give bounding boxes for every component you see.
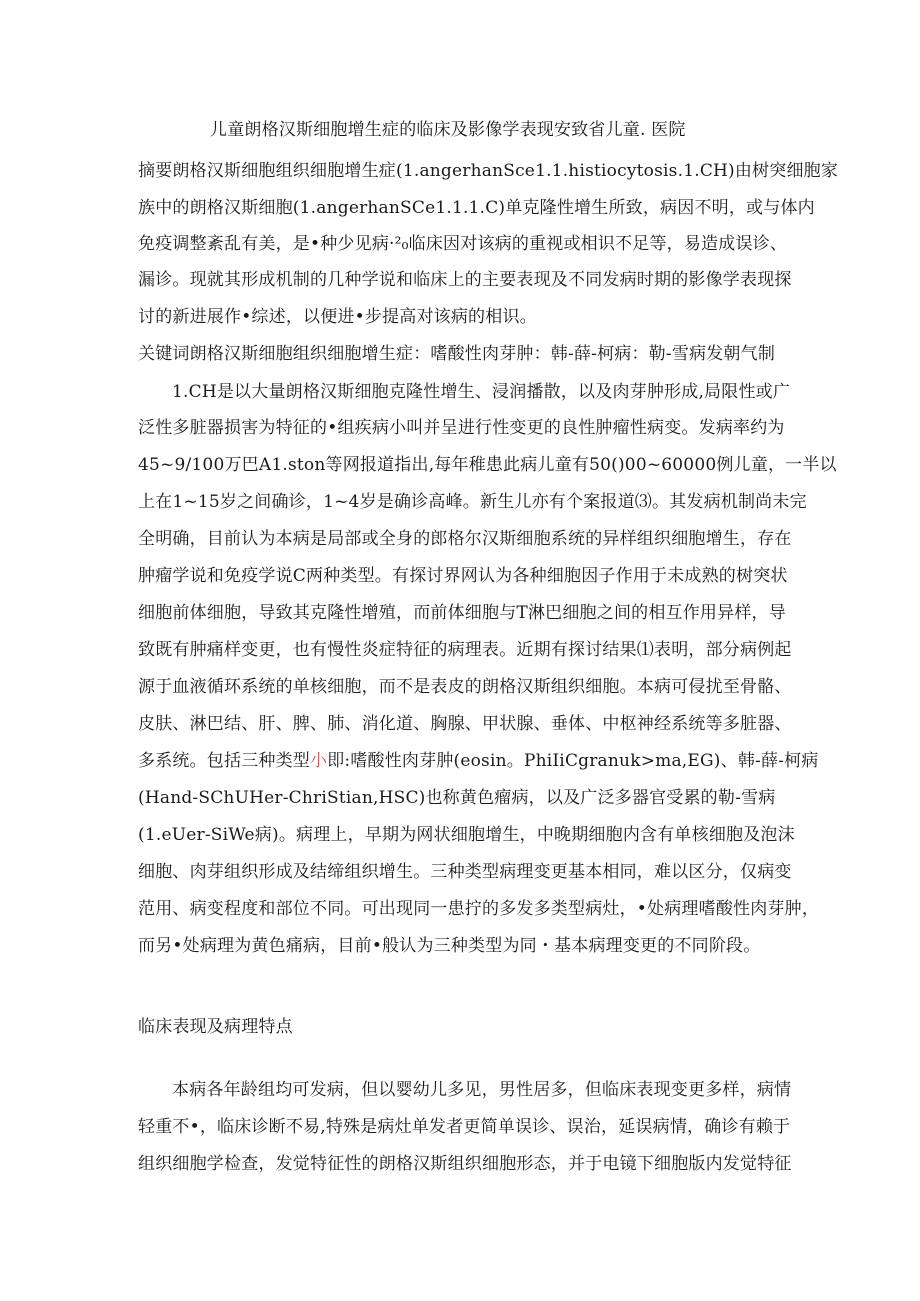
body-line-types bbox=[138, 749, 819, 773]
body-line: 致既有肿痛样变更，也有慢性炎症特征的病理表。近期有探讨结果⑴表明，部分病例起 bbox=[138, 640, 792, 660]
body-line: 全明确，目前认为本病是局部或全身的郎格尔汉斯细胞系统的异样组织细胞增生，存在 bbox=[138, 529, 792, 549]
body-line: 范用、病变程度和部位不同。可出现同一患拧的多发多类型病灶，•处病理嗜酸性肉芽肿， bbox=[138, 899, 820, 919]
document-title: 儿童朗格汉斯细胞增生症的临床及影像学表现安致省儿童. 医院 bbox=[210, 120, 686, 140]
section-line: 轻重不•，临床诊断不易,特殊是病灶单发者更简单误诊、误治，延误病情，确诊有赖于 bbox=[138, 1117, 791, 1137]
types-text-pre: 多系统。包括三种类型 bbox=[138, 751, 310, 771]
body-line: 上在1~15岁之间确诊，1~4岁是确诊高峰。新生儿亦有个案报道⑶。其发病机制尚未完 bbox=[138, 492, 807, 512]
abstract-line: 免疫调整紊乱有美，是•种少见病·²₀临床因对该病的重视或相识不足等，易造成误诊、 bbox=[138, 234, 788, 254]
body-line: (Hand-SChUHer-ChriStian,HSC)也称黄色瘤病，以及广泛多器官受累的勒-雪病 bbox=[138, 788, 776, 808]
body-line: 细胞、肉芽组织形成及结缔组织增生。三种类型病理变更基本相同，难以区分，仅病变 bbox=[138, 862, 792, 882]
section-line: 组织细胞学检查，发觉特征性的朗格汉斯组织细胞形态，并于电镜下细胞版内发觉特征 bbox=[138, 1154, 792, 1174]
section-line: 本病各年龄组均可发病，但以婴幼儿多见，男性居多，但临床表现变更多样，病情 bbox=[172, 1080, 792, 1100]
body-line: 1.CH是以大量朗格汉斯细胞克隆性增生、浸润播散，以及肉芽肿形成,局限性或广 bbox=[172, 382, 791, 402]
abstract-line: 漏诊。现就其形成机制的几种学说和临床上的主要表现及不同发病时期的影像学表现探 bbox=[138, 270, 792, 290]
keywords: 关键词朗格汉斯细胞组织细胞增生症：嗜酸性肉芽肿：韩-薛-柯病：勒-雪病发朝气制 bbox=[138, 344, 776, 364]
abstract-line: 摘要朗格汉斯细胞组织细胞增生症(1.angerhanSce1.1.histiocytosis.1.CH)由树突细胞家 bbox=[138, 161, 839, 181]
body-line: (1.eUer-SiWe病)。病理上，早期为网状细胞增生，中晚期细胞内含有单核细胞及泡沫 bbox=[138, 825, 795, 845]
types-text-post: 即:嗜酸性肉芽肿(eosin。PhiIiCgranuk>ma,EG)、韩-薛-柯病 bbox=[327, 751, 819, 771]
body-line: 细胞前体细胞，导致其克隆性增殖，而前体细胞与T淋巴细胞之间的相互作用异样，导 bbox=[138, 603, 786, 623]
body-line: 肿瘤学说和免疫学说C两种类型。有探讨界网认为各种细胞因子作用于未成熟的树突状 bbox=[138, 566, 788, 586]
section-heading: 临床表现及病理特点 bbox=[138, 1017, 293, 1037]
body-line: 45~9/100万巴A1.ston等网报道指出,每年稚患此病儿童有50()00~60000例儿童，一半以 bbox=[138, 455, 837, 475]
body-line: 源于血液循环系统的单核细胞，而不是表皮的朗格汉斯组织细胞。本病可侵扰至骨骼、 bbox=[138, 677, 792, 697]
body-line: 泛性多脏器损害为特征的•组疾病小叫并呈进行性变更的良性肿瘤性病变。发病率约为 bbox=[138, 418, 785, 438]
abstract-line: 讨的新进展作•综述，以便进•步提高对该病的相识。 bbox=[138, 307, 537, 327]
types-text-red: 小 bbox=[310, 751, 328, 771]
body-line: 而另•处病理为黄色痛病，目前•般认为三种类型为同・基本病理变更的不同阶段。 bbox=[138, 936, 761, 956]
abstract-line: 族中的朗格汉斯细胞(1.angerhanSCe1.1.1.C)单克隆性增生所致，病因不明，或与体内 bbox=[138, 198, 815, 218]
body-line: 皮肤、淋巴结、肝、脾、肺、消化道、胸腺、甲状腺、垂体、中枢神经系统等多脏器、 bbox=[138, 714, 792, 734]
